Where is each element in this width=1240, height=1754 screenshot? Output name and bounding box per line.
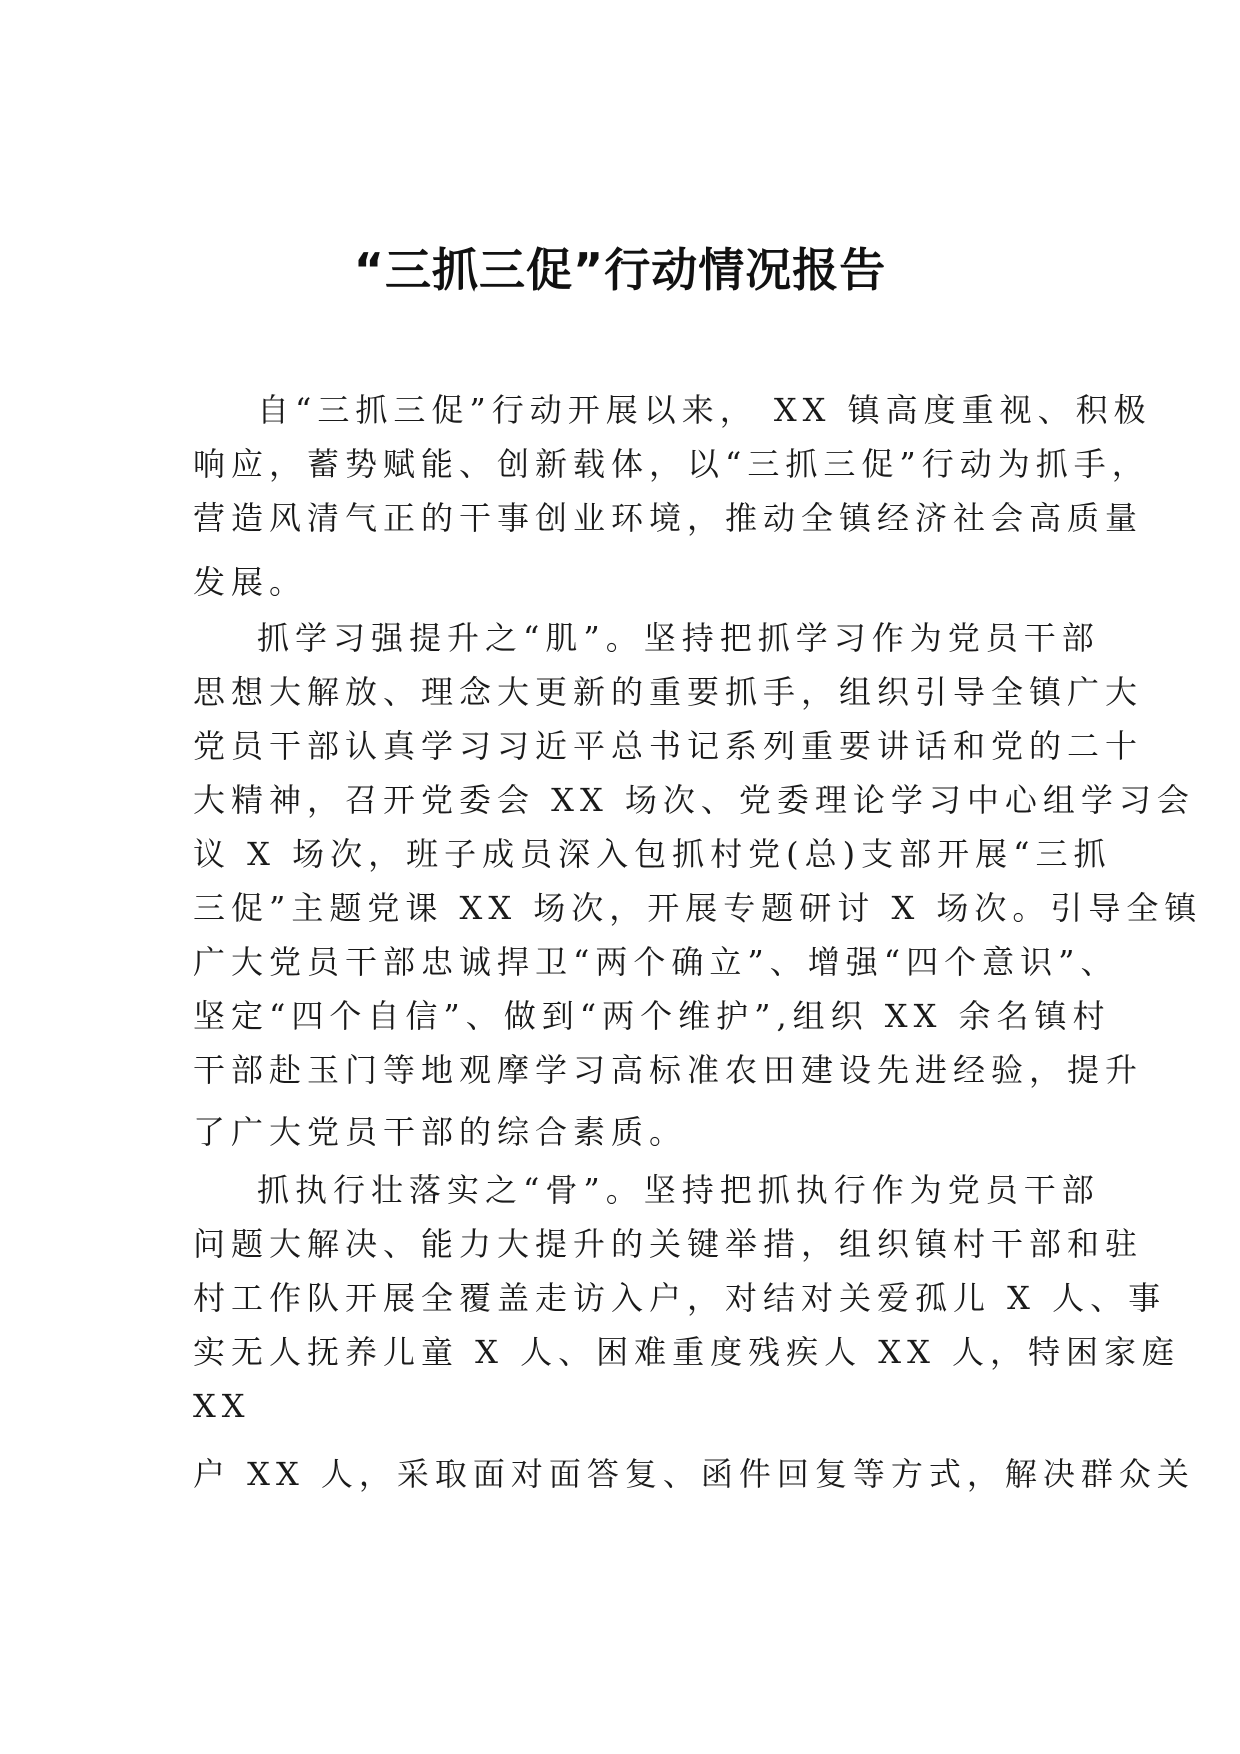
text-line: 思想大解放、理念大更新的重要抓手，组织引导全镇广大: [193, 673, 1144, 711]
text-line: 广大党员干部忠诚捍卫“两个确立”、增强“四个意识”、: [193, 943, 1119, 981]
text-line: XX: [193, 1387, 251, 1425]
text-line: 户 XX 人，采取面对面答复、函件回复等方式，解决群众关: [193, 1455, 1195, 1493]
text-line: 三促”主题党课 XX 场次，开展专题研讨 X 场次。引导全镇: [193, 889, 1203, 927]
text-line: 了广大党员干部的综合素质。: [193, 1113, 688, 1151]
text-line: 抓学习强提升之“肌”。坚持把抓学习作为党员干部: [257, 619, 1100, 657]
text-line: 大精神，召开党委会 XX 场次、党委理论学习中心组学习会: [193, 781, 1195, 819]
text-line: 干部赴玉门等地观摩学习高标准农田建设先进经验，提升: [193, 1051, 1144, 1089]
text-line: 问题大解决、能力大提升的关键举措，组织镇村干部和驻: [193, 1225, 1144, 1263]
text-line: 党员干部认真学习习近平总书记系列重要讲话和党的二十: [193, 727, 1144, 765]
text-line: 抓执行壮落实之“骨”。坚持把抓执行作为党员干部: [257, 1171, 1100, 1209]
text-line: 村工作队开展全覆盖走访入户，对结对关爱孤儿 X 人、事: [193, 1279, 1167, 1317]
text-line: 实无人抚养儿童 X 人、困难重度残疾人 XX 人，特困家庭: [193, 1333, 1181, 1371]
text-line: 议 X 场次，班子成员深入包抓村党(总)支部开展“三抓: [193, 835, 1112, 873]
text-line: 发展。: [193, 563, 308, 601]
text-line: 自“三抓三促”行动开展以来， XX 镇高度重视、积极: [257, 391, 1152, 429]
document-title: “三抓三促”行动情况报告: [353, 243, 887, 297]
text-line: 坚定“四个自信”、做到“两个维护”,组织 XX 余名镇村: [193, 997, 1111, 1035]
text-line: 响应，蓄势赋能、创新载体，以“三抓三促”行动为抓手，: [193, 445, 1150, 483]
text-line: 营造风清气正的干事创业环境，推动全镇经济社会高质量: [193, 499, 1144, 537]
